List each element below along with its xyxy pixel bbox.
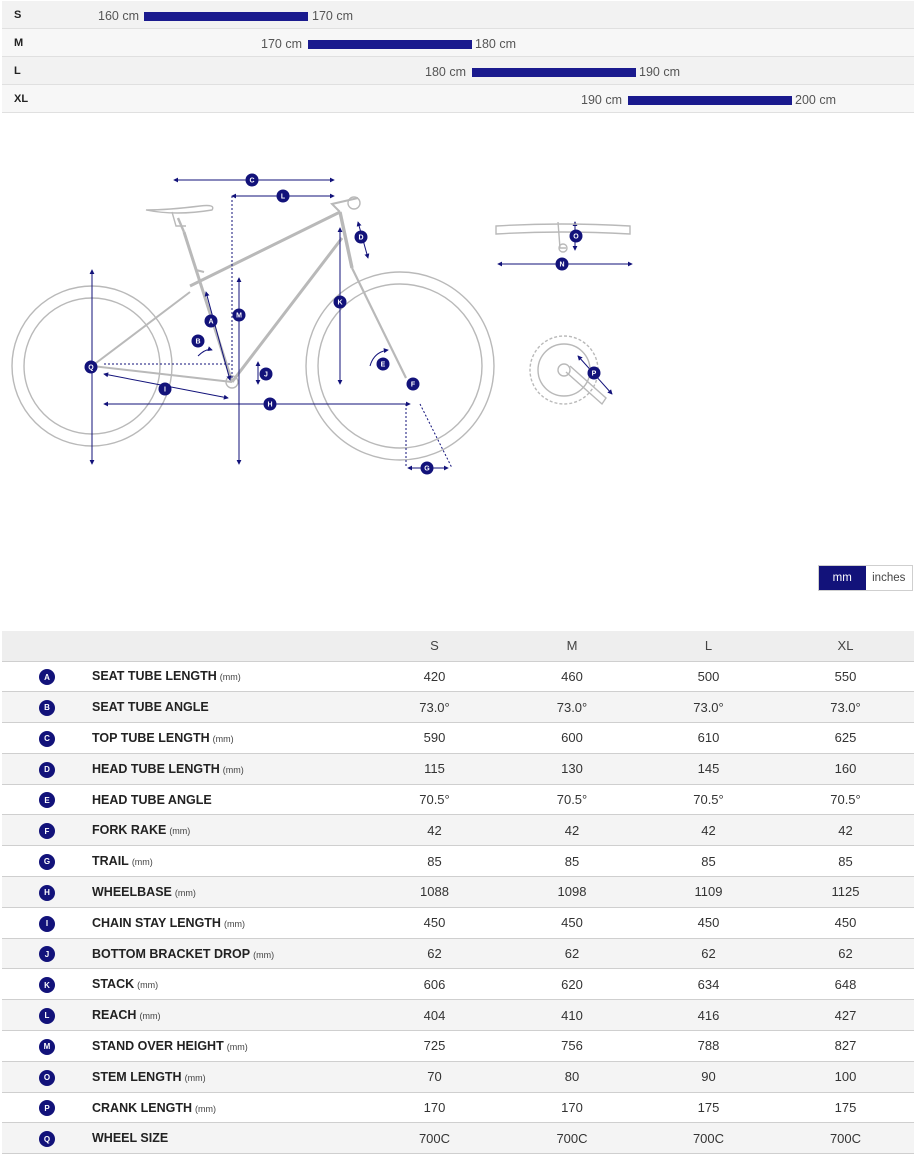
svg-text:F: F	[410, 381, 416, 389]
row-unit: (mm)	[195, 1103, 216, 1114]
row-name: WHEELBASE	[92, 884, 172, 899]
row-value: 62	[640, 938, 777, 969]
badge-n	[556, 258, 569, 271]
badge-c	[246, 174, 259, 187]
row-value: 70.5°	[777, 784, 914, 815]
row-badge-cell	[2, 1000, 92, 1031]
row-badge-cell	[2, 753, 92, 784]
svg-text:C: C	[249, 177, 255, 185]
row-unit: (mm)	[253, 949, 275, 960]
row-badge-cell	[2, 877, 92, 908]
row-value: 85	[640, 846, 777, 877]
row-badge-cell	[2, 784, 92, 815]
row-name-cell	[92, 1123, 365, 1154]
badge-h	[264, 398, 277, 411]
badge-m	[233, 309, 246, 322]
row-value: 450	[365, 907, 504, 938]
bike-outline	[12, 197, 494, 460]
svg-text:E: E	[380, 361, 386, 369]
row-value: 500	[640, 661, 777, 692]
row-value: 70.5°	[640, 784, 777, 815]
size-chart	[2, 1, 914, 113]
row-value: 700C	[777, 1123, 914, 1154]
row-letter-badge: I	[39, 916, 55, 932]
row-name-cell	[92, 1000, 365, 1031]
row-value: 600	[504, 723, 640, 754]
row-badge-cell	[2, 692, 92, 723]
row-name-cell	[92, 753, 365, 784]
row-name-cell	[92, 938, 365, 969]
row-value: 80	[504, 1061, 640, 1092]
range-max: 170 cm	[312, 9, 353, 23]
range-max: 190 cm	[639, 65, 680, 79]
header-size-l: L	[640, 631, 777, 661]
row-name-cell	[92, 692, 365, 723]
svg-text:J: J	[264, 371, 268, 379]
row-value: 62	[365, 938, 504, 969]
svg-text:P: P	[591, 370, 597, 378]
row-letter-badge: J	[39, 946, 55, 962]
row-value: 85	[504, 846, 640, 877]
badge-d	[355, 231, 368, 244]
row-value: 42	[365, 815, 504, 846]
row-value: 725	[365, 1031, 504, 1062]
table-row	[2, 1031, 914, 1062]
row-value: 700C	[640, 1123, 777, 1154]
row-name: TRAIL	[92, 854, 129, 869]
row-value: 700C	[504, 1123, 640, 1154]
geometry-diagram	[0, 120, 916, 520]
size-label: M	[14, 37, 24, 49]
row-name: CRANK LENGTH	[92, 1100, 192, 1115]
row-name-cell	[92, 969, 365, 1000]
table-row	[2, 907, 914, 938]
row-letter-badge: C	[39, 731, 55, 747]
range-min: 180 cm	[425, 65, 466, 79]
badge-p	[588, 367, 601, 380]
badge-a	[205, 315, 218, 328]
row-value: 788	[640, 1031, 777, 1062]
row-letter-badge: P	[39, 1100, 55, 1116]
row-letter-badge: F	[39, 823, 55, 839]
range-bar	[628, 96, 792, 105]
table-row	[2, 938, 914, 969]
svg-text:L: L	[280, 193, 286, 201]
size-label: XL	[14, 93, 29, 105]
row-value: 606	[365, 969, 504, 1000]
row-value: 550	[777, 661, 914, 692]
header-size-xl: XL	[777, 631, 914, 661]
table-header-row	[2, 631, 914, 661]
size-row-xl	[2, 85, 914, 113]
table-row	[2, 877, 914, 908]
row-name: HEAD TUBE ANGLE	[92, 792, 212, 807]
row-value: 175	[640, 1092, 777, 1123]
row-badge-cell	[2, 815, 92, 846]
svg-text:B: B	[195, 338, 201, 346]
size-row-s	[2, 1, 914, 29]
range-min: 170 cm	[261, 37, 302, 51]
row-name: REACH	[92, 1008, 137, 1023]
row-value: 70.5°	[365, 784, 504, 815]
row-name: BOTTOM BRACKET DROP	[92, 946, 251, 961]
row-unit: (mm)	[226, 1041, 248, 1052]
svg-text:A: A	[208, 318, 214, 326]
size-label: L	[14, 65, 21, 77]
row-letter-badge: D	[39, 762, 55, 778]
row-value: 420	[365, 661, 504, 692]
handlebar-detail	[496, 222, 630, 252]
range-min: 190 cm	[581, 93, 622, 107]
row-name-cell	[92, 723, 365, 754]
table-row	[2, 846, 914, 877]
table-row	[2, 1061, 914, 1092]
badge-o	[570, 230, 583, 243]
mm-button[interactable]: mm	[819, 566, 866, 590]
row-value: 145	[640, 753, 777, 784]
unit-toggle	[818, 565, 913, 591]
svg-text:N: N	[559, 261, 565, 269]
header-blank	[92, 631, 365, 661]
header-size-m: M	[504, 631, 640, 661]
badge-q	[85, 361, 98, 374]
row-letter-badge: Q	[39, 1131, 55, 1147]
geometry-table	[2, 631, 914, 1154]
row-value: 73.0°	[640, 692, 777, 723]
range-bar	[308, 40, 472, 49]
row-value: 756	[504, 1031, 640, 1062]
row-name: STEM LENGTH	[92, 1069, 182, 1084]
row-value: 1088	[365, 877, 504, 908]
row-name: HEAD TUBE LENGTH	[92, 761, 220, 776]
row-value: 73.0°	[777, 692, 914, 723]
badge-k	[334, 296, 347, 309]
row-name-cell	[92, 1092, 365, 1123]
row-value: 100	[777, 1061, 914, 1092]
row-name: CHAIN STAY LENGTH	[92, 915, 221, 930]
row-name-cell	[92, 661, 365, 692]
row-badge-cell	[2, 661, 92, 692]
row-unit: (mm)	[174, 887, 196, 898]
row-name: SEAT TUBE LENGTH	[92, 669, 217, 684]
geometry-table-body	[2, 661, 914, 1154]
row-name-cell	[92, 1061, 365, 1092]
row-value: 90	[640, 1061, 777, 1092]
row-badge-cell	[2, 723, 92, 754]
row-letter-badge: H	[39, 885, 55, 901]
range-bar	[144, 12, 308, 21]
badge-b	[192, 335, 205, 348]
table-row	[2, 815, 914, 846]
row-value: 170	[365, 1092, 504, 1123]
row-name-cell	[92, 877, 365, 908]
dimension-lines	[92, 177, 632, 468]
svg-text:Q: Q	[88, 364, 94, 372]
row-unit: (mm)	[223, 918, 245, 929]
svg-text:D: D	[358, 234, 364, 242]
svg-text:O: O	[573, 233, 579, 241]
row-value: 416	[640, 1000, 777, 1031]
row-value: 620	[504, 969, 640, 1000]
row-value: 42	[777, 815, 914, 846]
table-row	[2, 969, 914, 1000]
row-unit: (mm)	[169, 826, 191, 837]
table-row	[2, 723, 914, 754]
row-value: 450	[640, 907, 777, 938]
row-unit: (mm)	[212, 733, 234, 744]
row-value: 634	[640, 969, 777, 1000]
row-name-cell	[92, 846, 365, 877]
row-value: 62	[504, 938, 640, 969]
row-value: 610	[640, 723, 777, 754]
row-letter-badge: O	[39, 1070, 55, 1086]
header-blank	[2, 631, 92, 661]
row-badge-cell	[2, 1061, 92, 1092]
range-bar	[472, 68, 636, 77]
row-value: 1098	[504, 877, 640, 908]
table-row	[2, 661, 914, 692]
row-value: 700C	[365, 1123, 504, 1154]
row-letter-badge: M	[39, 1039, 55, 1055]
svg-text:G: G	[424, 465, 430, 473]
row-value: 827	[777, 1031, 914, 1062]
row-value: 62	[777, 938, 914, 969]
row-value: 85	[777, 846, 914, 877]
range-max: 200 cm	[795, 93, 836, 107]
badge-i	[159, 383, 172, 396]
row-badge-cell	[2, 938, 92, 969]
row-value: 175	[777, 1092, 914, 1123]
row-name: TOP TUBE LENGTH	[92, 730, 210, 745]
row-name-cell	[92, 907, 365, 938]
size-row-m	[2, 29, 914, 57]
header-size-s: S	[365, 631, 504, 661]
row-value: 1125	[777, 877, 914, 908]
row-name: STAND OVER HEIGHT	[92, 1038, 224, 1053]
row-value: 73.0°	[504, 692, 640, 723]
row-value: 73.0°	[365, 692, 504, 723]
row-value: 160	[777, 753, 914, 784]
inches-button[interactable]: inches	[866, 566, 913, 590]
row-unit: (mm)	[219, 672, 241, 683]
row-value: 410	[504, 1000, 640, 1031]
row-name: FORK RAKE	[92, 823, 167, 838]
row-value: 590	[365, 723, 504, 754]
badge-e	[377, 358, 390, 371]
row-value: 85	[365, 846, 504, 877]
row-value: 427	[777, 1000, 914, 1031]
range-min: 160 cm	[98, 9, 139, 23]
row-value: 42	[640, 815, 777, 846]
row-badge-cell	[2, 907, 92, 938]
table-row	[2, 784, 914, 815]
badge-l	[277, 190, 290, 203]
table-row	[2, 1000, 914, 1031]
row-name: STACK	[92, 977, 135, 992]
row-badge-cell	[2, 1123, 92, 1154]
svg-text:K: K	[337, 299, 343, 307]
row-unit: (mm)	[139, 1011, 161, 1022]
row-letter-badge: B	[39, 700, 55, 716]
row-unit: (mm)	[137, 980, 159, 991]
row-letter-badge: A	[39, 669, 55, 685]
row-value: 404	[365, 1000, 504, 1031]
row-value: 450	[777, 907, 914, 938]
row-value: 70.5°	[504, 784, 640, 815]
row-value: 70	[365, 1061, 504, 1092]
row-name-cell	[92, 1031, 365, 1062]
row-name: WHEEL SIZE	[92, 1131, 169, 1146]
table-row	[2, 753, 914, 784]
row-value: 115	[365, 753, 504, 784]
svg-text:I: I	[164, 386, 166, 394]
row-badge-cell	[2, 1031, 92, 1062]
row-name-cell	[92, 784, 365, 815]
svg-text:H: H	[267, 401, 273, 409]
badge-j	[260, 368, 273, 381]
badge-g	[421, 462, 434, 475]
row-value: 450	[504, 907, 640, 938]
row-letter-badge: L	[39, 1008, 55, 1024]
row-value: 625	[777, 723, 914, 754]
size-label: S	[14, 9, 22, 21]
size-row-l	[2, 57, 914, 85]
row-value: 460	[504, 661, 640, 692]
badge-f	[407, 378, 420, 391]
row-unit: (mm)	[131, 857, 153, 868]
table-row	[2, 1092, 914, 1123]
row-letter-badge: K	[39, 977, 55, 993]
table-row	[2, 1123, 914, 1154]
row-value: 170	[504, 1092, 640, 1123]
row-badge-cell	[2, 969, 92, 1000]
row-letter-badge: G	[39, 854, 55, 870]
row-name: SEAT TUBE ANGLE	[92, 700, 209, 715]
row-letter-badge: E	[39, 792, 55, 808]
table-row	[2, 692, 914, 723]
row-value: 1109	[640, 877, 777, 908]
range-max: 180 cm	[475, 37, 516, 51]
svg-text:M: M	[236, 312, 242, 320]
row-value: 648	[777, 969, 914, 1000]
row-unit: (mm)	[184, 1072, 206, 1083]
row-name-cell	[92, 815, 365, 846]
row-value: 130	[504, 753, 640, 784]
row-unit: (mm)	[222, 764, 244, 775]
row-badge-cell	[2, 1092, 92, 1123]
row-value: 42	[504, 815, 640, 846]
row-badge-cell	[2, 846, 92, 877]
